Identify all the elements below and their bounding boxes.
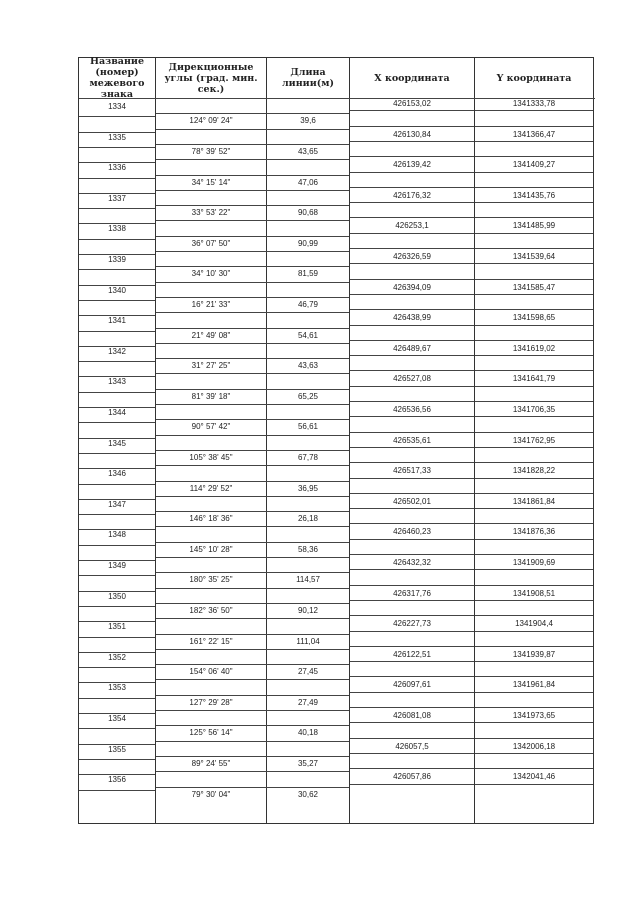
row-divider: [475, 187, 593, 188]
x-coordinate-cell: 426489,67: [393, 343, 431, 353]
row-divider: [350, 707, 474, 708]
x-coordinate-cell: 426139,42: [393, 160, 431, 170]
row-divider: [350, 340, 474, 341]
y-coordinate-cell: 1341435,76: [512, 190, 556, 200]
direction-angle-cell: 145° 10' 28": [189, 544, 233, 554]
row-divider: [79, 300, 155, 301]
row-divider: [79, 790, 155, 791]
row-divider: [156, 190, 349, 191]
line-length-cell: 36,95: [297, 483, 319, 493]
direction-angle-cell: 34° 15' 14": [191, 177, 231, 187]
mark-name-cell: 1353: [108, 683, 126, 693]
row-divider: [350, 447, 474, 448]
row-divider: [350, 110, 474, 111]
mark-name-cell: 1347: [108, 499, 126, 509]
row-divider: [475, 676, 593, 677]
line-length-cell: 26,18: [297, 514, 319, 524]
line-length-cell: 30,62: [297, 789, 319, 799]
header-text: Название: [90, 56, 144, 67]
header-text: Y координата: [496, 72, 572, 84]
row-divider: [79, 269, 155, 270]
x-coordinate-cell: 426438,99: [393, 313, 431, 323]
row-divider: [156, 373, 349, 374]
row-divider: [79, 484, 155, 485]
row-divider: [475, 110, 593, 111]
direction-angle-cell: 154° 06' 40": [189, 667, 233, 677]
y-coordinate-cell: 1341939,87: [512, 649, 556, 659]
row-divider: [350, 600, 474, 601]
row-divider: [79, 392, 155, 393]
row-divider: [156, 741, 349, 742]
row-divider: [156, 542, 349, 543]
row-divider: [475, 523, 593, 524]
y-coordinate-cell: 1341909,69: [512, 558, 556, 567]
row-divider: [350, 217, 474, 218]
row-divider: [79, 728, 155, 729]
row-divider: [156, 603, 349, 604]
line-length-cell: 111,04: [296, 636, 320, 646]
mark-name-cell: 1352: [108, 652, 126, 662]
row-divider: [156, 220, 349, 221]
row-divider: [79, 453, 155, 454]
header-y-coordinate: [475, 58, 593, 98]
row-divider: [475, 233, 593, 234]
mark-name-cell: 1336: [108, 163, 126, 173]
mark-name-cell: 1345: [108, 438, 126, 448]
row-divider: [350, 416, 474, 417]
x-coordinate-cell: 426517,33: [393, 466, 431, 476]
row-divider: [350, 738, 474, 739]
row-divider: [475, 355, 593, 356]
direction-angle-cell: 90° 57' 42": [191, 422, 231, 432]
y-coordinate-cell: 1341961,84: [512, 680, 556, 690]
header-text: углы (град. мин.: [164, 72, 258, 84]
row-divider: [475, 370, 593, 371]
x-coordinate-cell: 426536,56: [393, 405, 431, 414]
x-coordinate-cell: 426081,08: [393, 711, 431, 720]
row-divider: [156, 511, 349, 512]
row-divider: [350, 126, 474, 127]
row-divider: [350, 355, 474, 356]
row-divider: [475, 172, 593, 173]
y-coordinate-cell: 1341366,47: [512, 129, 556, 139]
y-coordinate-cell: 1341619,02: [512, 343, 556, 353]
mark-name-cell: 1338: [108, 224, 126, 234]
x-coordinate-cell: 426535,61: [393, 435, 431, 445]
line-length-cell: 54,61: [297, 330, 319, 340]
row-divider: [156, 787, 349, 788]
row-divider: [350, 263, 474, 264]
row-divider: [475, 554, 593, 555]
row-divider: [156, 725, 349, 726]
row-divider: [350, 432, 474, 433]
row-divider: [475, 217, 593, 218]
row-divider: [350, 172, 474, 173]
row-divider: [79, 606, 155, 607]
row-divider: [79, 514, 155, 515]
y-coordinate-cell: 1341706,35: [512, 405, 556, 414]
row-divider: [156, 435, 349, 436]
y-coordinate-cell: 1342041,46: [512, 772, 556, 782]
row-divider: [79, 361, 155, 362]
row-divider: [156, 144, 349, 145]
x-coordinate-cell: 426432,32: [393, 558, 431, 567]
row-divider: [350, 569, 474, 570]
row-divider: [156, 572, 349, 573]
row-divider: [475, 202, 593, 203]
mark-name-cell: 1339: [108, 255, 126, 264]
row-divider: [156, 389, 349, 390]
row-divider: [350, 325, 474, 326]
direction-angle-cell: 16° 21' 33": [191, 299, 231, 309]
x-coordinate-cell: 426460,23: [393, 527, 431, 537]
row-divider: [475, 738, 593, 739]
row-divider: [475, 707, 593, 708]
header-line-length: [267, 58, 349, 98]
row-divider: [350, 233, 474, 234]
mark-name-cell: 1350: [108, 591, 126, 601]
mark-name-cell: 1337: [108, 193, 126, 203]
y-coordinate-cell: 1341585,47: [512, 282, 556, 292]
row-divider: [79, 667, 155, 668]
header-text: сек.): [197, 83, 225, 95]
row-divider: [79, 239, 155, 240]
x-coordinate-cell: 426502,01: [393, 496, 431, 506]
x-coordinate-cell: 426317,76: [393, 588, 431, 598]
header-text: линии(м): [281, 78, 335, 89]
row-divider: [156, 664, 349, 665]
row-divider: [350, 493, 474, 494]
row-divider: [350, 753, 474, 754]
row-divider: [156, 634, 349, 635]
row-divider: [350, 309, 474, 310]
mark-name-cell: 1344: [108, 408, 126, 417]
row-divider: [475, 432, 593, 433]
y-coordinate-cell: 1341973,65: [512, 711, 556, 720]
row-divider: [475, 340, 593, 341]
row-divider: [79, 637, 155, 638]
row-divider: [350, 554, 474, 555]
line-length-cell: 114,57: [296, 575, 320, 585]
row-divider: [156, 297, 349, 298]
row-divider: [156, 129, 349, 130]
direction-angle-cell: 81° 39' 18": [191, 391, 231, 401]
line-length-cell: 90,12: [297, 605, 319, 615]
row-divider: [79, 116, 155, 117]
row-divider: [156, 251, 349, 252]
row-divider: [156, 159, 349, 160]
line-length-cell: 81,59: [297, 269, 319, 279]
line-length-cell: 39,6: [300, 116, 316, 126]
row-divider: [350, 401, 474, 402]
y-coordinate-cell: 1341409,27: [512, 160, 556, 170]
mark-name-cell: 1341: [108, 316, 126, 326]
row-divider: [79, 147, 155, 148]
mark-name-cell: 1355: [108, 744, 126, 754]
row-divider: [156, 618, 349, 619]
y-coordinate-cell: 1341904,4: [515, 619, 553, 629]
row-divider: [350, 386, 474, 387]
row-divider: [475, 600, 593, 601]
row-divider: [350, 187, 474, 188]
y-coordinate-cell: 1341861,84: [512, 496, 556, 506]
row-divider: [475, 294, 593, 295]
line-length-cell: 90,99: [297, 238, 319, 248]
mark-name-cell: 1334: [108, 102, 126, 111]
x-coordinate-cell: 426394,09: [393, 282, 431, 292]
header-text: межевого знака: [89, 78, 145, 100]
row-divider: [350, 646, 474, 647]
mark-name-cell: 1348: [108, 530, 126, 540]
mark-name-cell: 1342: [108, 346, 126, 356]
x-coordinate-cell: 426122,51: [393, 649, 431, 659]
x-coordinate-cell: 426527,08: [393, 374, 431, 384]
x-coordinate-cell: 426130,84: [393, 129, 431, 139]
direction-angle-cell: 180° 35' 25": [189, 575, 233, 585]
header-text: X координата: [374, 72, 450, 84]
line-length-cell: 56,61: [297, 422, 319, 432]
row-divider: [350, 661, 474, 662]
line-length-cell: 43,65: [297, 146, 319, 156]
header-mark-name: [79, 58, 155, 98]
header-x-coordinate: [350, 58, 474, 98]
row-divider: [475, 156, 593, 157]
row-divider: [475, 478, 593, 479]
row-divider: [475, 401, 593, 402]
y-coordinate-cell: 1341762,95: [512, 435, 556, 445]
row-divider: [350, 768, 474, 769]
row-divider: [475, 141, 593, 142]
row-divider: [475, 753, 593, 754]
header-text: Дирекционные: [168, 61, 254, 73]
line-length-cell: 46,79: [297, 299, 319, 309]
line-length-cell: 67,78: [297, 452, 319, 462]
row-divider: [350, 692, 474, 693]
row-divider: [156, 266, 349, 267]
row-divider: [350, 248, 474, 249]
row-divider: [350, 631, 474, 632]
row-divider: [156, 557, 349, 558]
direction-angle-cell: 114° 29' 52": [189, 483, 233, 493]
row-divider: [156, 358, 349, 359]
y-coordinate-cell: 1341333,78: [512, 99, 556, 108]
direction-angle-cell: 78° 39' 52": [191, 146, 231, 156]
row-divider: [156, 679, 349, 680]
row-divider: [350, 676, 474, 677]
direction-angle-cell: 127° 29' 28": [189, 697, 233, 707]
direction-angle-cell: 89° 24' 55": [191, 758, 231, 768]
row-divider: [475, 768, 593, 769]
row-divider: [475, 631, 593, 632]
row-divider: [156, 312, 349, 313]
x-coordinate-cell: 426153,02: [393, 99, 431, 108]
row-divider: [475, 386, 593, 387]
header-text: Длина: [290, 67, 326, 78]
x-coordinate-cell: 426326,59: [393, 252, 431, 261]
row-divider: [350, 615, 474, 616]
row-divider: [156, 649, 349, 650]
row-divider: [156, 343, 349, 344]
line-length-cell: 47,06: [297, 177, 319, 187]
direction-angle-cell: 31° 27' 25": [191, 361, 231, 371]
row-divider: [79, 422, 155, 423]
y-coordinate-cell: 1342006,18: [512, 741, 556, 751]
row-divider: [475, 126, 593, 127]
row-divider: [475, 784, 593, 785]
row-divider: [156, 771, 349, 772]
direction-angle-cell: 124° 09' 24": [189, 116, 233, 126]
row-divider: [475, 248, 593, 249]
header-text: (номер): [95, 67, 139, 78]
direction-angle-cell: 21° 49' 08": [191, 330, 231, 340]
row-divider: [475, 615, 593, 616]
row-divider: [475, 263, 593, 264]
row-divider: [350, 478, 474, 479]
row-divider: [475, 661, 593, 662]
row-divider: [350, 784, 474, 785]
row-divider: [475, 539, 593, 540]
row-divider: [475, 722, 593, 723]
row-divider: [156, 695, 349, 696]
row-divider: [350, 156, 474, 157]
row-divider: [156, 450, 349, 451]
row-divider: [475, 462, 593, 463]
row-divider: [156, 282, 349, 283]
row-divider: [156, 404, 349, 405]
line-length-cell: 58,36: [297, 544, 319, 554]
row-divider: [156, 465, 349, 466]
y-coordinate-cell: 1341485,99: [512, 221, 556, 231]
y-coordinate-cell: 1341876,36: [512, 527, 556, 537]
row-divider: [350, 202, 474, 203]
line-length-cell: 90,68: [297, 208, 319, 218]
row-divider: [156, 419, 349, 420]
row-divider: [156, 481, 349, 482]
mark-name-cell: 1349: [108, 561, 126, 570]
mark-name-cell: 1351: [108, 622, 126, 632]
row-divider: [79, 698, 155, 699]
row-divider: [475, 692, 593, 693]
x-coordinate-cell: 426176,32: [393, 190, 431, 200]
row-divider: [79, 575, 155, 576]
mark-name-cell: 1354: [108, 714, 126, 723]
direction-angle-cell: 125° 56' 14": [189, 728, 233, 738]
direction-angle-cell: 182° 36' 50": [189, 605, 233, 615]
direction-angle-cell: 105° 38' 45": [189, 452, 233, 462]
mark-name-cell: 1335: [108, 132, 126, 142]
line-length-cell: 65,25: [297, 391, 319, 401]
line-length-cell: 27,45: [297, 667, 319, 677]
row-divider: [79, 545, 155, 546]
direction-angle-cell: 161° 22' 15": [189, 636, 233, 646]
line-length-cell: 27,49: [297, 697, 319, 707]
y-coordinate-cell: 1341641,79: [512, 374, 556, 384]
row-divider: [79, 208, 155, 209]
row-divider: [350, 539, 474, 540]
y-coordinate-cell: 1341539,64: [512, 252, 556, 261]
y-coordinate-cell: 1341598,65: [512, 313, 556, 323]
line-length-cell: 40,18: [297, 728, 319, 738]
row-divider: [350, 370, 474, 371]
direction-angle-cell: 34° 10' 30": [191, 269, 231, 279]
y-coordinate-cell: 1341908,51: [512, 588, 556, 598]
x-coordinate-cell: 426057,86: [393, 772, 431, 782]
row-divider: [79, 178, 155, 179]
column-divider: [266, 58, 267, 823]
row-divider: [475, 447, 593, 448]
row-divider: [156, 756, 349, 757]
line-length-cell: 35,27: [297, 758, 319, 768]
row-divider: [475, 646, 593, 647]
line-length-cell: 43,63: [297, 361, 319, 371]
row-divider: [156, 526, 349, 527]
column-divider: [155, 58, 156, 823]
row-divider: [350, 585, 474, 586]
row-divider: [350, 141, 474, 142]
row-divider: [156, 236, 349, 237]
row-divider: [475, 569, 593, 570]
mark-name-cell: 1356: [108, 775, 126, 785]
row-divider: [475, 585, 593, 586]
row-divider: [475, 416, 593, 417]
row-divider: [156, 175, 349, 176]
y-coordinate-cell: 1341828,22: [512, 466, 556, 476]
row-divider: [350, 294, 474, 295]
x-coordinate-cell: 426097,61: [393, 680, 431, 690]
row-divider: [79, 331, 155, 332]
header-direction-angle: [156, 58, 266, 98]
mark-name-cell: 1346: [108, 469, 126, 479]
row-divider: [350, 279, 474, 280]
direction-angle-cell: 146° 18' 36": [189, 514, 233, 524]
row-divider: [475, 279, 593, 280]
direction-angle-cell: 33° 53' 22": [191, 208, 231, 218]
x-coordinate-cell: 426253,1: [395, 221, 429, 231]
row-divider: [475, 493, 593, 494]
row-divider: [350, 508, 474, 509]
row-divider: [156, 328, 349, 329]
direction-angle-cell: 79° 30' 04": [191, 789, 231, 799]
direction-angle-cell: 36° 07' 50": [191, 238, 231, 248]
x-coordinate-cell: 426227,73: [393, 619, 431, 629]
row-divider: [79, 759, 155, 760]
x-coordinate-cell: 426057,5: [395, 741, 429, 751]
boundary-marks-table: [78, 57, 594, 824]
row-divider: [156, 496, 349, 497]
row-divider: [350, 462, 474, 463]
row-divider: [156, 710, 349, 711]
row-divider: [475, 508, 593, 509]
row-divider: [156, 113, 349, 114]
row-divider: [350, 523, 474, 524]
row-divider: [350, 722, 474, 723]
row-divider: [475, 325, 593, 326]
row-divider: [156, 205, 349, 206]
row-divider: [156, 588, 349, 589]
mark-name-cell: 1340: [108, 285, 126, 295]
mark-name-cell: 1343: [108, 377, 126, 387]
row-divider: [475, 309, 593, 310]
